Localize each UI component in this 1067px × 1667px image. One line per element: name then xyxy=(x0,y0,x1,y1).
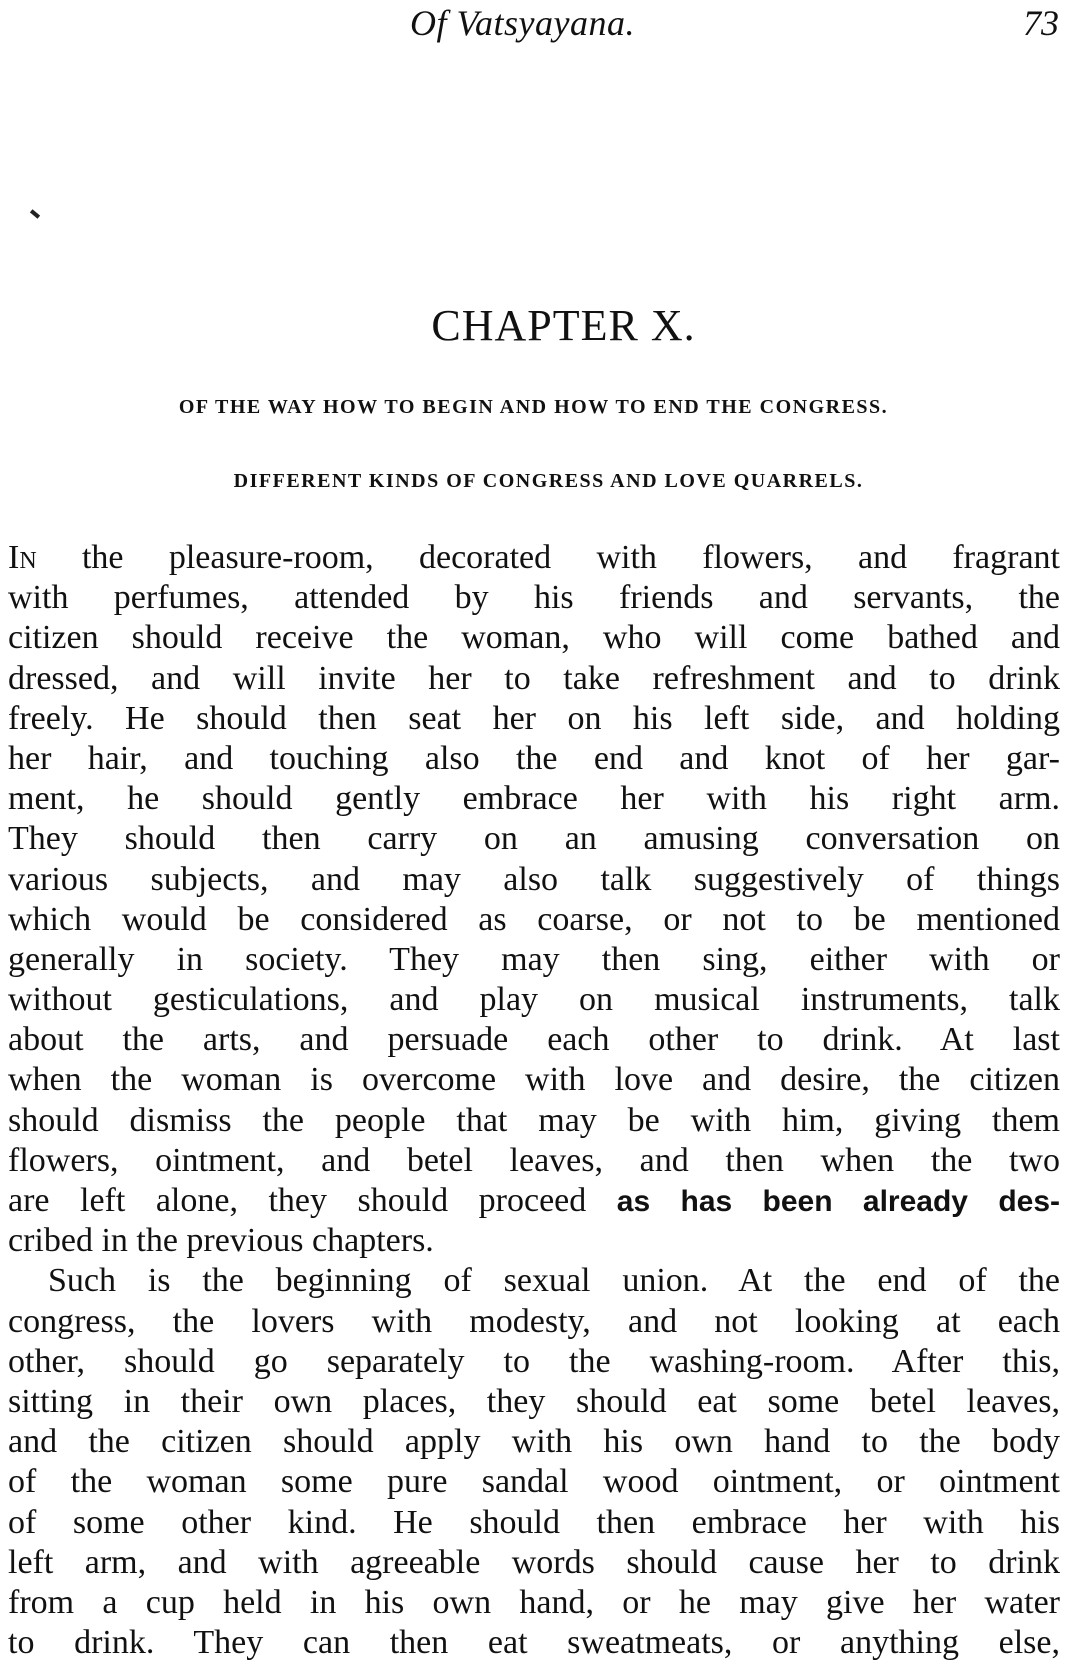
dropcap-word: In xyxy=(8,539,37,576)
chapter-subtitle-2: DIFFERENT KINDS OF CONGRESS AND LOVE QUARRELS. xyxy=(233,470,864,492)
paragraph2-line: of some other kind. He should then embrace her with his xyxy=(8,1503,1060,1541)
bold-text-run: as has been already des- xyxy=(616,1185,1060,1218)
paragraph2-line: congress, the lovers with modesty, and not looking at each xyxy=(8,1302,1060,1340)
paragraph1-line: flowers, ointment, and betel leaves, and then when the two xyxy=(8,1141,1060,1179)
body-text xyxy=(8,538,1060,1663)
page-number: 73 xyxy=(1023,3,1059,43)
paragraph2-line: of the woman some pure sandal wood ointment, or ointment xyxy=(8,1463,1060,1501)
paragraph1-line: ment, he should gently embrace her with his right arm. xyxy=(8,780,1060,818)
paragraph1-line: about the arts, and persuade each other to drink. At last xyxy=(8,1021,1060,1059)
print-speck xyxy=(30,209,40,218)
chapter-title: CHAPTER X. xyxy=(431,301,696,350)
paragraph1-line: are left alone, they should proceed as has been already des- xyxy=(8,1182,1060,1219)
paragraph1-line: various subjects, and may also talk suggestively of things xyxy=(8,860,1060,898)
paragraph1-line: when the woman is overcome with love and desire, the citizen xyxy=(8,1061,1060,1099)
paragraph1-line: which would be considered as coarse, or not to be mentioned xyxy=(8,900,1060,938)
paragraph1-line: her hair, and touching also the end and knot of her gar- xyxy=(8,739,1060,777)
paragraph1-last-line: cribed in the previous chapters. xyxy=(8,1222,434,1260)
paragraph2-line: sitting in their own places, they should eat some betel leaves, xyxy=(8,1382,1060,1420)
paragraph1-line: with perfumes, attended by his friends and servants, the xyxy=(8,579,1060,617)
chapter-subtitle-1: OF THE WAY HOW TO BEGIN AND HOW TO END THE CONGRESS. xyxy=(178,396,889,418)
paragraph2-line: other, should go separately to the washing-room. After this, xyxy=(8,1342,1060,1380)
paragraph1-line: citizen should receive the woman, who will come bathed and xyxy=(8,619,1060,657)
paragraph1-line: dressed, and will invite her to take refreshment and to drink xyxy=(8,659,1060,697)
running-title: Of Vatsyayana. xyxy=(410,3,635,43)
paragraph2-line: Such is the beginning of sexual union. At the end of the xyxy=(48,1262,1060,1300)
paragraph2-line: and the citizen should apply with his own hand to the body xyxy=(8,1423,1060,1461)
paragraph1-line: In the pleasure-room, decorated with flowers, and fragrant xyxy=(8,539,1060,576)
paragraph2-line: from a cup held in his own hand, or he may give her water xyxy=(8,1583,1060,1621)
paragraph1-line: generally in society. They may then sing, either with or xyxy=(8,940,1060,978)
paragraph1-line: They should then carry on an amusing conversation on xyxy=(8,820,1060,858)
paragraph2-line: left arm, and with agreeable words should cause her to drink xyxy=(8,1543,1060,1581)
paragraph1-line: without gesticulations, and play on musical instruments, talk xyxy=(8,981,1060,1019)
running-head xyxy=(0,2,1067,52)
paragraph2-line: to drink. They can then eat sweatmeats, or anything else, xyxy=(8,1624,1060,1662)
paragraph1-line: freely. He should then seat her on his left side, and holding xyxy=(8,699,1060,737)
paragraph1-line: should dismiss the people that may be with him, giving them xyxy=(8,1101,1060,1139)
